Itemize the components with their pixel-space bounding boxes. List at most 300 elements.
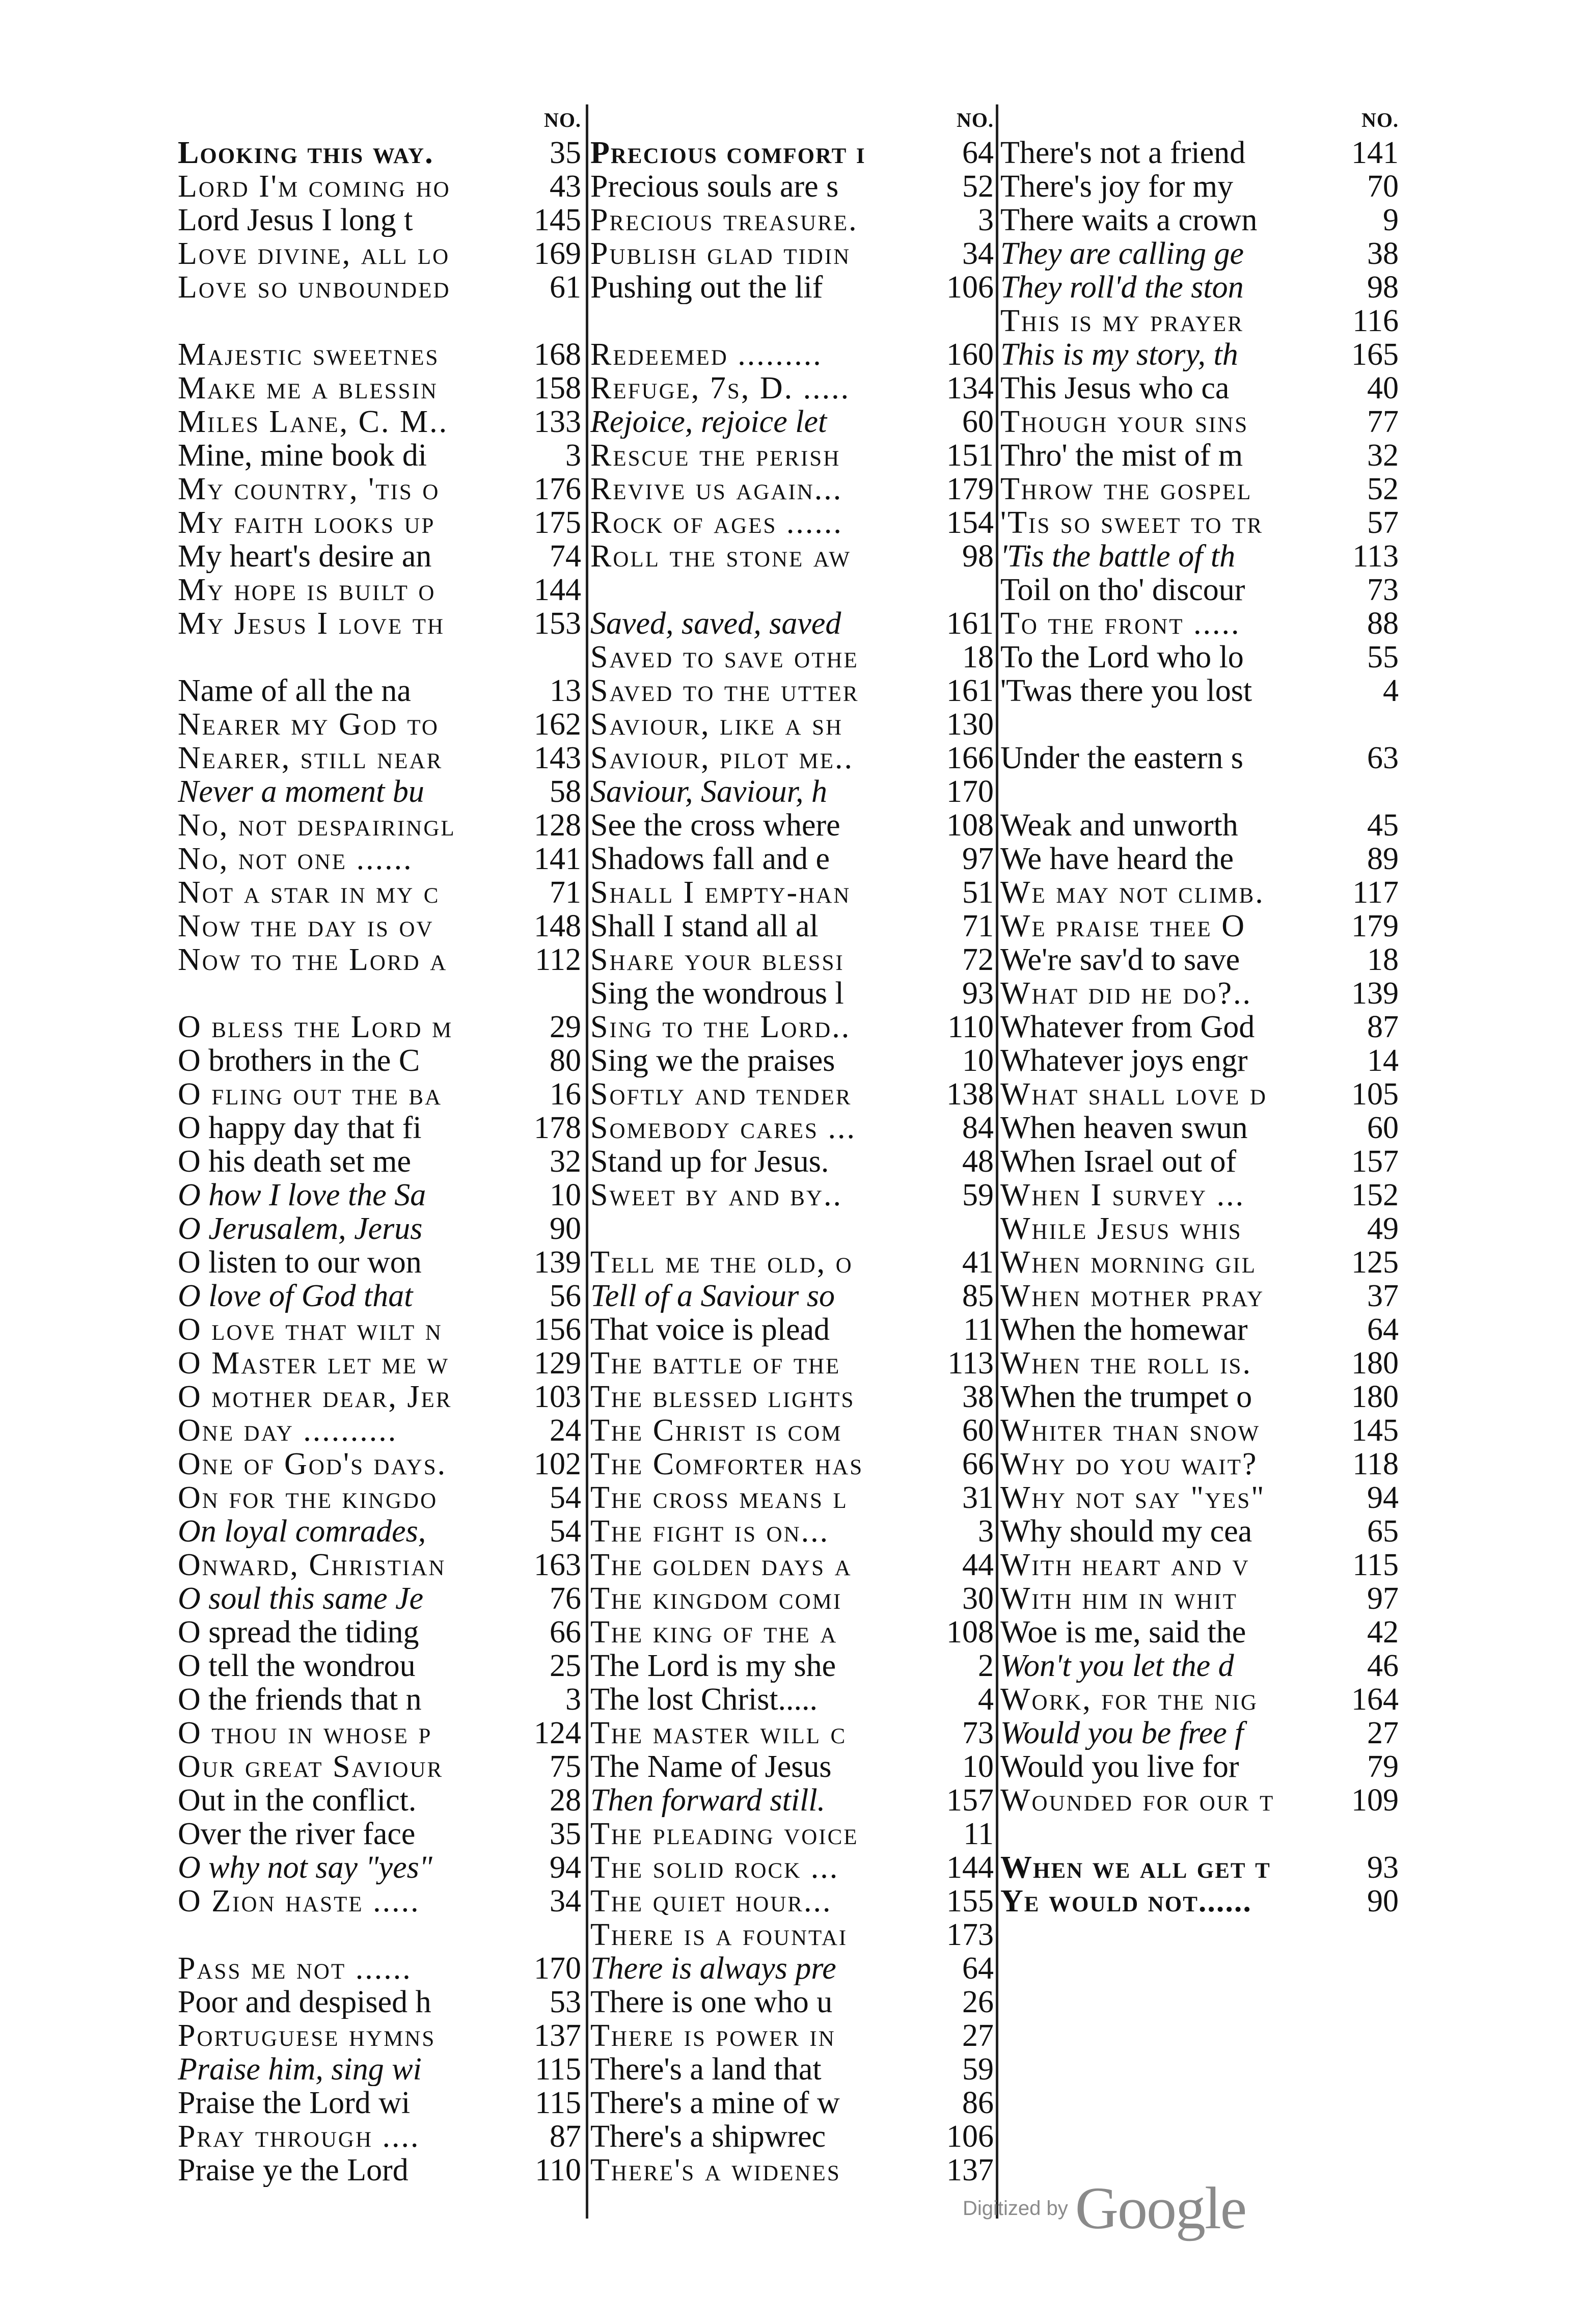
index-entry bbox=[998, 1548, 1401, 1582]
hymn-title: Share your blessi bbox=[590, 943, 845, 977]
hymn-number: 145 bbox=[534, 203, 581, 237]
index-entry bbox=[998, 1077, 1401, 1111]
hymn-number: 31 bbox=[962, 1480, 994, 1515]
hymn-number: 53 bbox=[550, 1985, 581, 2019]
index-entry bbox=[998, 1279, 1401, 1313]
index-entry bbox=[176, 338, 583, 371]
hymn-title: Tell of a Saviour so bbox=[590, 1279, 835, 1313]
index-entry bbox=[176, 1246, 583, 1279]
hymn-number: 71 bbox=[962, 909, 994, 943]
index-entry bbox=[588, 1178, 996, 1212]
hymn-number: 165 bbox=[1351, 337, 1399, 372]
index-entry bbox=[588, 674, 996, 708]
hymn-number: 98 bbox=[962, 539, 994, 574]
hymn-title: Weak and unworth bbox=[1000, 808, 1238, 842]
hymn-number: 141 bbox=[1351, 136, 1399, 170]
hymn-title: Won't you let the d bbox=[1000, 1649, 1234, 1683]
hymn-title: The master will c bbox=[590, 1716, 847, 1750]
index-entry bbox=[588, 1985, 996, 2019]
index-entry bbox=[176, 1178, 583, 1212]
index-entry bbox=[588, 405, 996, 439]
index-entry bbox=[176, 472, 583, 506]
hymn-number: 14 bbox=[1367, 1043, 1399, 1078]
index-entry bbox=[176, 2086, 583, 2120]
index-entry bbox=[588, 741, 996, 775]
hymn-number: 13 bbox=[550, 673, 581, 708]
index-entry bbox=[588, 909, 996, 943]
hymn-number: 151 bbox=[946, 438, 994, 473]
hymn-title: When morning gil bbox=[1000, 1246, 1257, 1279]
hymn-number: 110 bbox=[535, 2153, 581, 2187]
hymn-title: Love so unbounded bbox=[178, 271, 451, 304]
index-entry bbox=[176, 808, 583, 842]
index-entry bbox=[588, 2153, 996, 2187]
hymn-number: 128 bbox=[534, 808, 581, 843]
hymn-title: We're sav'd to save bbox=[1000, 943, 1240, 977]
hymn-number: 65 bbox=[1367, 1514, 1399, 1549]
section-gap bbox=[176, 1918, 583, 1952]
hymn-number: 44 bbox=[962, 1548, 994, 1582]
index-entry bbox=[588, 943, 996, 977]
index-entry bbox=[176, 237, 583, 271]
index-entry bbox=[998, 271, 1401, 304]
index-entry bbox=[588, 2052, 996, 2086]
hymn-title: On loyal comrades, bbox=[178, 1515, 426, 1548]
index-entry bbox=[588, 439, 996, 472]
index-entry bbox=[588, 1515, 996, 1548]
hymn-title: Redeemed ......... bbox=[590, 338, 823, 371]
index-entry bbox=[998, 136, 1401, 170]
hymn-number: 79 bbox=[1367, 1749, 1399, 1784]
index-entry bbox=[176, 1952, 583, 1985]
hymn-number: 11 bbox=[963, 1817, 994, 1851]
index-entry bbox=[588, 472, 996, 506]
hymn-number: 27 bbox=[962, 2018, 994, 2053]
hymn-number: 52 bbox=[962, 169, 994, 204]
index-entry bbox=[998, 640, 1401, 674]
hymn-number: 26 bbox=[962, 1985, 994, 2019]
hymn-title: No, not despairingl bbox=[178, 808, 456, 842]
hymn-number: 137 bbox=[534, 2018, 581, 2053]
hymn-title: Rescue the perish bbox=[590, 439, 841, 472]
hymn-number: 87 bbox=[550, 2119, 581, 2154]
hymn-title: Our great Saviour bbox=[178, 1750, 444, 1783]
index-entry bbox=[176, 775, 583, 808]
index-column-1 bbox=[176, 104, 583, 2219]
index-entry bbox=[998, 674, 1401, 708]
hymn-title: Looking this way. bbox=[178, 136, 434, 170]
hymn-title: O love that wilt n bbox=[178, 1313, 443, 1346]
hymn-title: O bless the Lord m bbox=[178, 1010, 453, 1044]
hymn-title: Precious souls are s bbox=[590, 170, 839, 203]
index-entry bbox=[998, 1414, 1401, 1447]
hymn-title: There's a widenes bbox=[590, 2153, 841, 2187]
hymn-number: 178 bbox=[534, 1111, 581, 1145]
hymn-title: O fling out the ba bbox=[178, 1077, 443, 1111]
google-logo: Google bbox=[1075, 2175, 1246, 2241]
hymn-title: What shall love d bbox=[1000, 1077, 1267, 1111]
hymn-number: 60 bbox=[962, 404, 994, 439]
hymn-number: 51 bbox=[962, 875, 994, 910]
hymn-number: 55 bbox=[1367, 640, 1399, 674]
index-entry bbox=[588, 1414, 996, 1447]
hymn-number: 179 bbox=[1351, 909, 1399, 943]
index-entry bbox=[998, 1716, 1401, 1750]
hymn-title: Out in the conflict. bbox=[178, 1783, 417, 1817]
hymn-title: The solid rock ... bbox=[590, 1851, 839, 1884]
index-entry bbox=[176, 2019, 583, 2052]
hymn-number: 143 bbox=[534, 741, 581, 775]
hymn-title: Saved to save othe bbox=[590, 640, 859, 674]
hymn-title: One day .......... bbox=[178, 1414, 398, 1447]
hymn-number: 106 bbox=[946, 2119, 994, 2154]
hymn-number: 57 bbox=[1367, 505, 1399, 540]
hymn-number: 153 bbox=[534, 606, 581, 641]
hymn-title: O Master let me w bbox=[178, 1346, 449, 1380]
hymn-title: There's joy for my bbox=[1000, 170, 1234, 203]
hymn-title: Toil on tho' discour bbox=[1000, 573, 1245, 607]
hymn-number: 113 bbox=[1352, 539, 1399, 574]
index-entry bbox=[176, 1750, 583, 1783]
hymn-number: 28 bbox=[550, 1783, 581, 1818]
hymn-number: 90 bbox=[550, 1211, 581, 1246]
index-entry bbox=[998, 338, 1401, 371]
index-entry bbox=[588, 1716, 996, 1750]
hymn-title: There's not a friend bbox=[1000, 136, 1246, 170]
index-entry bbox=[176, 170, 583, 203]
index-entry bbox=[998, 1884, 1401, 1918]
index-entry bbox=[588, 1447, 996, 1481]
index-entry bbox=[588, 1615, 996, 1649]
hymn-number: 9 bbox=[1383, 203, 1399, 237]
hymn-number: 73 bbox=[1367, 573, 1399, 607]
hymn-number: 3 bbox=[565, 1682, 581, 1717]
hymn-number: 115 bbox=[535, 2052, 581, 2087]
index-entry bbox=[588, 539, 996, 573]
hymn-number: 76 bbox=[550, 1581, 581, 1616]
index-entry bbox=[176, 2052, 583, 2086]
hymn-title: Sing we the praises bbox=[590, 1044, 835, 1077]
hymn-title: There's a land that bbox=[590, 2052, 822, 2086]
index-entry bbox=[998, 304, 1401, 338]
index-entry bbox=[176, 1615, 583, 1649]
hymn-number: 46 bbox=[1367, 1649, 1399, 1683]
hymn-title: With him in whit bbox=[1000, 1582, 1238, 1615]
hymn-title: My heart's desire an bbox=[178, 539, 432, 573]
index-entry bbox=[998, 1615, 1401, 1649]
hymn-title: What did he do?.. bbox=[1000, 977, 1252, 1010]
index-entry bbox=[588, 1851, 996, 1884]
hymn-number: 138 bbox=[946, 1077, 994, 1112]
section-gap bbox=[176, 977, 583, 1010]
index-entry bbox=[176, 1145, 583, 1178]
index-entry bbox=[588, 271, 996, 304]
hymn-number: 180 bbox=[1351, 1380, 1399, 1414]
index-entry bbox=[176, 1582, 583, 1615]
index-entry bbox=[998, 1481, 1401, 1515]
hymn-number: 74 bbox=[550, 539, 581, 574]
hymn-title: Woe is me, said the bbox=[1000, 1615, 1246, 1649]
index-entry bbox=[588, 2086, 996, 2120]
hymn-title: When the trumpet o bbox=[1000, 1380, 1252, 1414]
hymn-number: 90 bbox=[1367, 1884, 1399, 1918]
hymn-title: Whiter than snow bbox=[1000, 1414, 1261, 1447]
hymn-number: 158 bbox=[534, 371, 581, 406]
hymn-title: To the Lord who lo bbox=[1000, 640, 1244, 674]
index-entry bbox=[588, 1481, 996, 1515]
hymn-title: Why should my cea bbox=[1000, 1515, 1252, 1548]
hymn-title: Lord I'm coming ho bbox=[178, 170, 451, 203]
hymn-number: 109 bbox=[1351, 1783, 1399, 1818]
index-entry bbox=[588, 1111, 996, 1145]
index-entry bbox=[998, 1515, 1401, 1548]
hymn-number: 106 bbox=[946, 270, 994, 305]
hymn-number: 144 bbox=[946, 1850, 994, 1885]
hymn-title: When I survey ... bbox=[1000, 1178, 1245, 1212]
index-entry bbox=[998, 1246, 1401, 1279]
hymn-title: Rock of ages ...... bbox=[590, 506, 843, 539]
hymn-title: Nearer my God to bbox=[178, 708, 439, 741]
hymn-number: 70 bbox=[1367, 169, 1399, 204]
hymn-number: 157 bbox=[946, 1783, 994, 1818]
index-entry bbox=[588, 170, 996, 203]
index-entry bbox=[588, 1918, 996, 1952]
hymn-number: 16 bbox=[550, 1077, 581, 1112]
hymn-number: 118 bbox=[1352, 1447, 1399, 1481]
hymn-number: 54 bbox=[550, 1480, 581, 1515]
index-entry bbox=[998, 405, 1401, 439]
hymn-number: 103 bbox=[534, 1380, 581, 1414]
hymn-number: 64 bbox=[962, 1951, 994, 1986]
hymn-number: 52 bbox=[1367, 472, 1399, 506]
hymn-title: There is a fountai bbox=[590, 1918, 848, 1952]
hymn-number: 139 bbox=[534, 1245, 581, 1280]
hymn-title: Wounded for our t bbox=[1000, 1783, 1275, 1817]
index-entry bbox=[998, 203, 1401, 237]
index-entry bbox=[176, 1313, 583, 1346]
hymn-number: 45 bbox=[1367, 808, 1399, 843]
hymn-title: Miles Lane, C. M.. bbox=[178, 405, 449, 439]
hymn-title: Work, for the nig bbox=[1000, 1683, 1258, 1716]
hymn-number: 148 bbox=[534, 909, 581, 943]
hymn-title: Whatever from God bbox=[1000, 1010, 1255, 1044]
hymn-number: 32 bbox=[1367, 438, 1399, 473]
index-entry bbox=[588, 506, 996, 539]
index-entry bbox=[176, 1279, 583, 1313]
index-entry bbox=[176, 1380, 583, 1414]
hymn-title: To the front ..... bbox=[1000, 607, 1241, 640]
hymn-number: 10 bbox=[550, 1178, 581, 1212]
hymn-title: Under the eastern s bbox=[1000, 741, 1243, 775]
hymn-number: 3 bbox=[565, 438, 581, 473]
index-entry bbox=[998, 237, 1401, 271]
hymn-title: Pushing out the lif bbox=[590, 271, 823, 304]
hymn-title: Would you be free f bbox=[1000, 1716, 1244, 1750]
hymn-number: 88 bbox=[1367, 606, 1399, 641]
hymn-title: When the roll is. bbox=[1000, 1346, 1252, 1380]
hymn-title: 'Twas there you lost bbox=[1000, 674, 1252, 708]
index-entry bbox=[176, 271, 583, 304]
index-entry bbox=[998, 439, 1401, 472]
index-entry bbox=[588, 1649, 996, 1683]
index-entry bbox=[588, 371, 996, 405]
index-entry bbox=[176, 708, 583, 741]
hymn-number: 93 bbox=[962, 976, 994, 1011]
hymn-number: 43 bbox=[550, 169, 581, 204]
hymn-number: 163 bbox=[534, 1548, 581, 1582]
index-entry bbox=[176, 506, 583, 539]
hymn-title: Tell me the old, o bbox=[590, 1246, 853, 1279]
index-entry bbox=[176, 674, 583, 708]
index-entry bbox=[588, 2019, 996, 2052]
index-entry bbox=[176, 1111, 583, 1145]
hymn-title: There is always pre bbox=[590, 1952, 836, 1985]
hymn-title: No, not one ...... bbox=[178, 842, 413, 876]
hymn-title: Shadows fall and e bbox=[590, 842, 830, 876]
hymn-number: 155 bbox=[946, 1884, 994, 1918]
hymn-title: This is my prayer bbox=[1000, 304, 1244, 338]
hymn-number: 116 bbox=[1352, 304, 1399, 338]
hymn-title: The battle of the bbox=[590, 1346, 841, 1380]
hymn-number: 25 bbox=[550, 1649, 581, 1683]
hymn-number: 27 bbox=[1367, 1716, 1399, 1750]
index-entry bbox=[998, 1178, 1401, 1212]
hymn-number: 102 bbox=[534, 1447, 581, 1481]
hymn-number: 94 bbox=[1367, 1480, 1399, 1515]
hymn-title: When Israel out of bbox=[1000, 1145, 1237, 1178]
index-entry bbox=[588, 1884, 996, 1918]
section-gap bbox=[588, 304, 996, 338]
hymn-number: 161 bbox=[946, 606, 994, 641]
index-entry bbox=[176, 1346, 583, 1380]
hymn-title: Now to the Lord a bbox=[178, 943, 448, 977]
hymn-title: O thou in whose p bbox=[178, 1716, 432, 1750]
index-entry bbox=[998, 741, 1401, 775]
index-entry bbox=[176, 1985, 583, 2019]
index-entry bbox=[176, 439, 583, 472]
index-entry bbox=[176, 1515, 583, 1548]
hymn-number: 94 bbox=[550, 1850, 581, 1885]
column-header-no: NO. bbox=[957, 109, 994, 131]
hymn-title: When we all get t bbox=[1000, 1851, 1271, 1884]
hymn-number: 72 bbox=[962, 942, 994, 977]
hymn-title: O why not say "yes" bbox=[178, 1851, 432, 1884]
hymn-title: Throw the gospel bbox=[1000, 472, 1252, 506]
hymn-number: 11 bbox=[963, 1312, 994, 1347]
hymn-number: 89 bbox=[1367, 842, 1399, 876]
hymn-title: O mother dear, Jer bbox=[178, 1380, 452, 1414]
hymn-number: 34 bbox=[962, 236, 994, 271]
index-entry bbox=[588, 1346, 996, 1380]
hymn-number: 166 bbox=[946, 741, 994, 775]
hymn-title: There waits a crown bbox=[1000, 203, 1258, 237]
hymn-title: Roll the stone aw bbox=[590, 539, 851, 573]
digitized-by-google-watermark bbox=[963, 2175, 1350, 2241]
hymn-title: O brothers in the C bbox=[178, 1044, 420, 1077]
index-entry bbox=[588, 876, 996, 909]
hymn-title: Somebody cares ... bbox=[590, 1111, 856, 1145]
hymn-title: They roll'd the ston bbox=[1000, 271, 1244, 304]
index-entry bbox=[998, 1851, 1401, 1884]
hymn-number: 156 bbox=[534, 1312, 581, 1347]
hymn-title: Saviour, like a sh bbox=[590, 708, 843, 741]
hymn-number: 60 bbox=[962, 1413, 994, 1448]
index-entry bbox=[998, 1212, 1401, 1246]
index-entry bbox=[588, 2120, 996, 2153]
index-entry bbox=[588, 1952, 996, 1985]
hymn-title: Stand up for Jesus. bbox=[590, 1145, 829, 1178]
index-entry bbox=[588, 775, 996, 808]
hymn-number: 173 bbox=[946, 1917, 994, 1952]
index-entry bbox=[176, 405, 583, 439]
hymn-title: We praise thee O bbox=[1000, 909, 1246, 943]
hymn-title: Over the river face bbox=[178, 1817, 416, 1851]
hymn-number: 176 bbox=[534, 472, 581, 506]
hymn-number: 170 bbox=[534, 1951, 581, 1986]
hymn-number: 34 bbox=[550, 1884, 581, 1918]
hymn-number: 66 bbox=[962, 1447, 994, 1481]
hymn-title: The quiet hour... bbox=[590, 1884, 832, 1918]
hymn-number: 162 bbox=[534, 707, 581, 742]
hymn-title: O tell the wondrou bbox=[178, 1649, 416, 1683]
hymn-number: 117 bbox=[1352, 875, 1399, 910]
index-entry bbox=[176, 1212, 583, 1246]
hymn-number: 169 bbox=[534, 236, 581, 271]
hymn-number: 85 bbox=[962, 1279, 994, 1313]
index-entry bbox=[176, 842, 583, 876]
hymn-title: There is power in bbox=[590, 2019, 836, 2052]
hymn-number: 64 bbox=[962, 136, 994, 170]
hymn-number: 2 bbox=[978, 1649, 994, 1683]
index-entry bbox=[998, 1380, 1401, 1414]
index-entry bbox=[176, 2120, 583, 2153]
hymn-title: Pray through .... bbox=[178, 2120, 420, 2153]
index-entry bbox=[588, 203, 996, 237]
hymn-title: Nearer, still near bbox=[178, 741, 443, 775]
hymn-number: 175 bbox=[534, 505, 581, 540]
hymn-number: 32 bbox=[550, 1144, 581, 1179]
hymn-number: 42 bbox=[1367, 1615, 1399, 1650]
hymn-number: 59 bbox=[962, 2052, 994, 2087]
index-entry bbox=[588, 1750, 996, 1783]
index-entry bbox=[588, 136, 996, 170]
hymn-number: 87 bbox=[1367, 1010, 1399, 1044]
hymn-number: 97 bbox=[1367, 1581, 1399, 1616]
hymn-title: Whatever joys engr bbox=[1000, 1044, 1248, 1077]
hymn-number: 63 bbox=[1367, 741, 1399, 775]
hymn-title: O spread the tiding bbox=[178, 1615, 419, 1649]
hymn-number: 115 bbox=[535, 2086, 581, 2120]
hymn-number: 86 bbox=[962, 2086, 994, 2120]
hymn-number: 38 bbox=[1367, 236, 1399, 271]
hymn-title: The Name of Jesus bbox=[590, 1750, 832, 1783]
hymn-number: 152 bbox=[1351, 1178, 1399, 1212]
index-entry bbox=[998, 1044, 1401, 1077]
hymn-number: 71 bbox=[550, 875, 581, 910]
index-entry bbox=[176, 1683, 583, 1716]
hymn-number: 129 bbox=[534, 1346, 581, 1381]
hymn-title: Not a star in my c bbox=[178, 876, 440, 909]
index-entry bbox=[176, 741, 583, 775]
hymn-title: Why do you wait? bbox=[1000, 1447, 1258, 1481]
hymn-title: Saved, saved, saved bbox=[590, 607, 841, 640]
hymn-title: My country, 'tis o bbox=[178, 472, 440, 506]
index-entry bbox=[998, 943, 1401, 977]
index-entry bbox=[176, 371, 583, 405]
index-entry bbox=[176, 1548, 583, 1582]
hymn-title: Pass me not ...... bbox=[178, 1952, 412, 1985]
hymn-title: This Jesus who ca bbox=[1000, 371, 1230, 405]
